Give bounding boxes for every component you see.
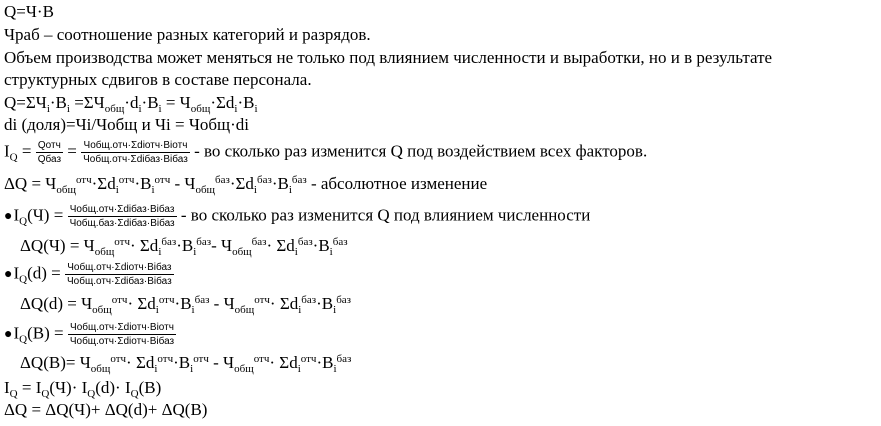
formula-iq-total: $I_Q$ = $\frac{\text{Qотч}}{\text{Qбаз}}$ = $\frac{\text{Чобщ.отч·Σdiотч·Віотч}}{\text{Чобщ.отч·Σdiбаз·Вiбаз}}$ - во сколько раз изменится Q под воздействием всех факторов. (4, 140, 648, 165)
formula-di-share: di (доля)=Чi/Чобщ и Чi = Чобщ·di (4, 115, 250, 134)
formula-delta-q-d: $\Delta Q(d) = Ч_{общ}^{отч}\cdot \Sigma d_i^{отч}\cdot В_i^{баз} - Ч_{общ}^{отч}\cdot \Sigma d_i^{баз}\cdot В_i^{баз}$ (20, 294, 352, 316)
formula-iq-product: $I_Q = I_Q(Ч)\cdot I_Q(d)\cdot I_Q(В)$ (4, 378, 162, 400)
fraction-iq-d: $\frac{\text{Чобщ.отч·Σdiотч·Вiбаз}}{\text{Чобщ.отч·Σdiбаз·Вiбаз}}$ (67, 262, 172, 287)
bullet-icon: ● (4, 327, 13, 343)
formula-q-sum: $Q=\Sigma Ч_i\cdot В_i =\Sigma Ч_{общ}\cdot d_i\cdot В_i = Ч_{общ}\cdot\Sigma d_i\cdot В_i$ (4, 93, 258, 115)
text-structural-shifts: структурных сдвигов в составе персонала. (4, 70, 312, 89)
text-production-volume: Объем производства может меняться не только под влиянием численности и выработки, но и в результате (4, 48, 773, 67)
formula-q-equals-ch-v: Q=Ч·В (4, 2, 54, 21)
fraction-iq-total: $\frac{\text{Чобщ.отч·Σdiотч·Віотч}}{\text{Чобщ.отч·Σdiбаз·Вiбаз}}$ (83, 140, 188, 165)
fraction-iq-v: $\frac{\text{Чобщ.отч·Σdiотч·Віотч}}{\text{Чобщ.отч·Σdiотч·Вiбаз}}$ (69, 322, 175, 347)
bullet-icon: ● (4, 209, 13, 225)
bullet-icon: ● (4, 267, 13, 283)
fraction-iq-ch: $\frac{\text{Чобщ.отч·Σdiбаз·Вiбаз}}{\text{Чобщ.баз·Σdiбаз·Вiбаз}}$ (69, 204, 175, 229)
text-chrab-definition: Чраб – соотношение разных категорий и разрядов. (4, 25, 371, 44)
formula-delta-q-sum: ΔQ = ΔQ(Ч)+ ΔQ(d)+ ΔQ(В) (4, 400, 208, 419)
formula-delta-q: $\Delta Q = Ч_{общ}^{отч}\cdot\Sigma d_i^{отч}\cdot В_i^{отч} - Ч_{общ}^{баз}\cdot\Sigma d_i^{баз}\cdot В_i^{баз}$ - абсолютное изменение (4, 174, 488, 196)
formula-iq-ch: $●I_Q(Ч)$ = $\frac{\text{Чобщ.отч·Σdiбаз·Вiбаз}}{\text{Чобщ.баз·Σdiбаз·Вiбаз}}$ - во сколько раз изменится Q под влиянием численности (4, 204, 591, 229)
formula-iq-d: $●I_Q(d)$ = $\frac{\text{Чобщ.отч·Σdiотч·Вiбаз}}{\text{Чобщ.отч·Σdiбаз·Вiбаз}}$ (4, 262, 172, 287)
formula-delta-q-ch: $\Delta Q(Ч) = Ч_{общ}^{отч}\cdot \Sigma d_i^{баз}\cdot В_i^{баз}-$ $Ч_{общ}^{баз}\cdot \Sigma d_i^{баз}\cdot В_i^{баз}$ (20, 236, 348, 258)
fraction-qotch-qbaz: $\frac{\text{Qотч}}{\text{Qбаз}}$ (37, 140, 62, 165)
formula-delta-q-v: $\Delta Q(В)= Ч_{общ}^{отч}\cdot \Sigma d_i^{отч}\cdot В_i^{отч} - Ч_{общ}^{отч}\cdot \Sigma d_i^{отч}\cdot В_i^{баз}$ (20, 353, 352, 375)
formula-iq-v: $●I_Q(В)$ = $\frac{\text{Чобщ.отч·Σdiотч·Віотч}}{\text{Чобщ.отч·Σdiотч·Вiбаз}}$ (4, 322, 175, 347)
